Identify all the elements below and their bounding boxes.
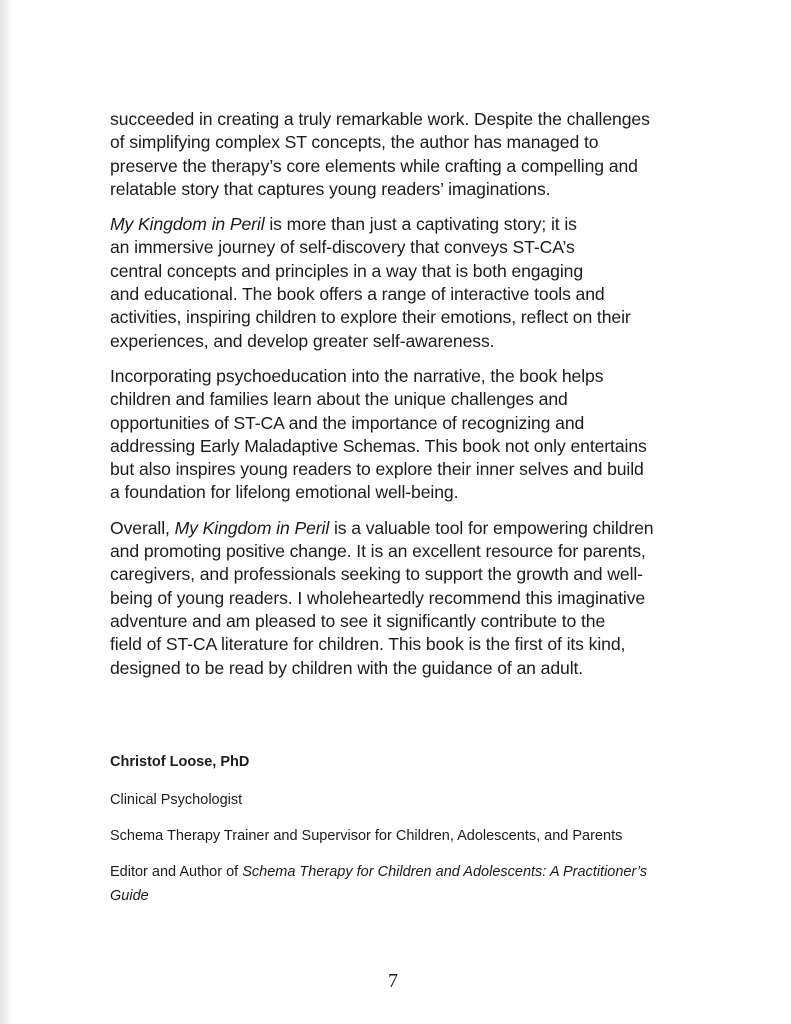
text-segment: children and families learn about the unique challenges and — [110, 389, 568, 410]
text-segment: but also inspires young readers to explore their inner selves and build — [110, 459, 644, 480]
text-line — [110, 458, 690, 481]
page-gutter-shadow — [0, 0, 14, 1024]
author-credit — [110, 860, 710, 908]
text-line — [110, 260, 690, 283]
text-line — [110, 633, 690, 656]
text-segment: and promoting positive change. It is an excellent resource for parents, — [110, 541, 646, 562]
body-paragraph — [110, 108, 690, 201]
text-line — [110, 330, 690, 353]
body-paragraph — [110, 365, 690, 505]
text-line — [110, 587, 690, 610]
text-segment: and educational. The book offers a range of interactive tools and — [110, 284, 605, 305]
italic-title-text: Schema Therapy for Children and Adolescents: A Practitioner’s — [242, 864, 648, 880]
text-segment: is a valuable tool for empowering children — [329, 517, 654, 538]
text-line — [110, 860, 710, 884]
text-segment: adventure and am pleased to see it significantly contribute to the — [110, 610, 606, 631]
text-line — [110, 236, 690, 259]
text-segment: is more than just a captivating story; it is — [264, 214, 577, 235]
text-line — [110, 657, 690, 680]
text-segment: relatable story that captures young readers’ imaginations. — [110, 178, 551, 199]
text-segment: preserve the therapy’s core elements while crafting a compelling and — [110, 155, 638, 176]
text-line — [110, 108, 690, 131]
text-line — [110, 283, 690, 306]
text-segment: addressing Early Maladaptive Schemas. This book not only entertains — [110, 435, 647, 456]
text-line — [110, 884, 710, 908]
text-line — [110, 178, 690, 201]
author-name: Christof Loose, PhD — [110, 754, 250, 770]
text-line — [110, 610, 690, 633]
text-line — [110, 563, 690, 586]
text-segment: of simplifying complex ST concepts, the author has managed to — [110, 132, 599, 153]
text-segment: experiences, and develop greater self-awareness. — [110, 330, 495, 351]
foreword-body — [110, 108, 690, 692]
text-line — [110, 481, 690, 504]
text-segment: opportunities of ST-CA and the importance of recognizing and — [110, 412, 585, 433]
text-segment: caregivers, and professionals seeking to support the growth and well- — [110, 564, 643, 585]
text-segment: Editor and Author of — [110, 864, 243, 880]
text-segment: an immersive journey of self-discovery that conveys ST-CA’s — [110, 237, 575, 258]
text-segment: Incorporating psychoeducation into the narrative, the book helps — [110, 365, 604, 386]
text-segment: field of ST-CA literature for children. This book is the first of its kind, — [110, 634, 626, 655]
author-title: Clinical Psychologist — [110, 792, 243, 808]
text-line — [110, 213, 690, 236]
italic-title-text: My Kingdom in Peril — [174, 517, 330, 538]
body-paragraph — [110, 517, 690, 680]
text-segment: activities, inspiring children to explore their emotions, reflect on their — [110, 307, 631, 328]
text-segment: a foundation for lifelong emotional well-being. — [110, 482, 459, 503]
text-segment: central concepts and principles in a way that is both engaging — [110, 260, 584, 281]
body-paragraph — [110, 213, 690, 353]
text-segment: succeeded in creating a truly remarkable work. Despite the challenges — [110, 109, 650, 129]
text-line — [110, 155, 690, 178]
text-line — [110, 435, 690, 458]
italic-title-text: Guide — [110, 888, 149, 904]
text-line — [110, 306, 690, 329]
text-line — [110, 540, 690, 563]
author-role: Schema Therapy Trainer and Supervisor for Children, Adolescents, and Parents — [110, 828, 623, 844]
text-segment: designed to be read by children with the guidance of an adult. — [110, 657, 584, 678]
text-segment: Overall, — [110, 517, 175, 538]
text-line — [110, 517, 690, 540]
text-line — [110, 388, 690, 411]
text-line — [110, 365, 690, 388]
text-line — [110, 412, 690, 435]
page-number: 7 — [388, 970, 398, 992]
italic-title-text: My Kingdom in Peril — [110, 214, 265, 235]
signature-block — [110, 752, 710, 924]
text-line — [110, 131, 690, 154]
text-segment: being of young readers. I wholeheartedly recommend this imaginative — [110, 587, 646, 608]
